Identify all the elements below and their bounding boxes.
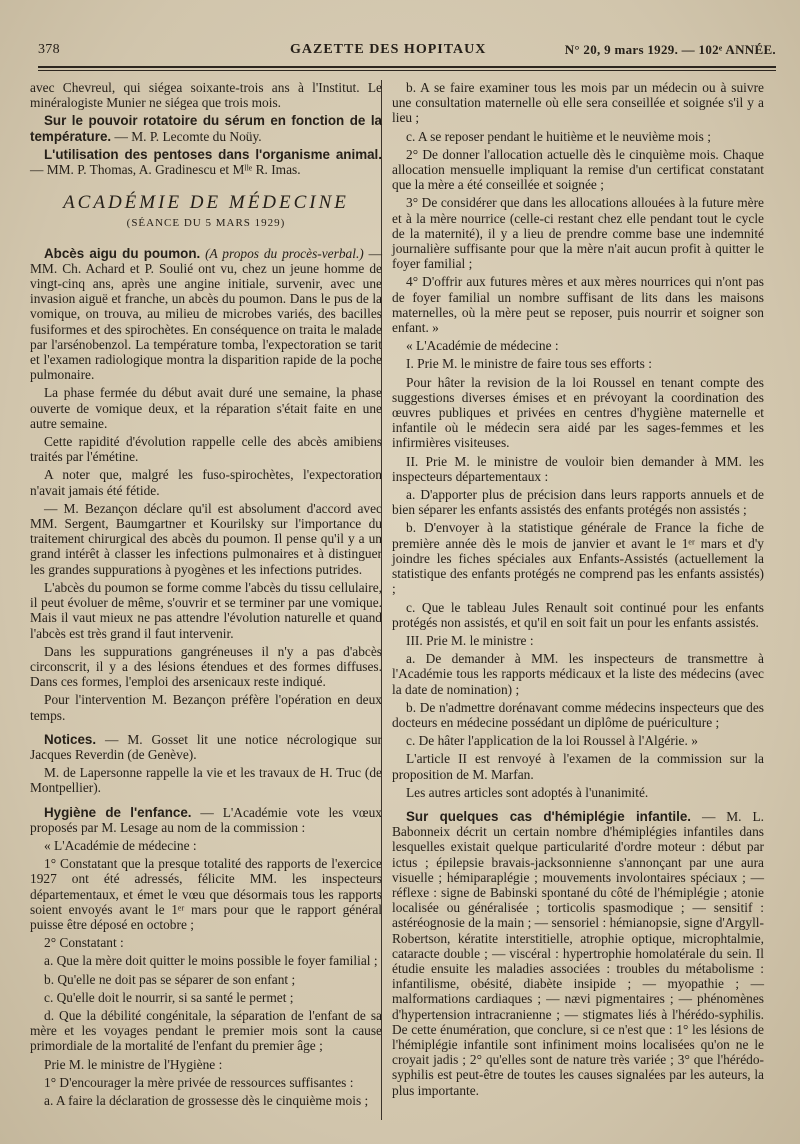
article-notices bbox=[30, 732, 382, 762]
right-column bbox=[392, 80, 764, 1101]
paragraph: c. A se reposer pendant le huitième et le neuvième mois ; bbox=[406, 128, 711, 144]
section-heading: Sur le pouvoir rotatoire du sérum en fonction de la température. bbox=[30, 113, 382, 144]
paragraph-text: — M. Gosset lit une notice nécrologique sur Jacques Reverdin (de Genève). bbox=[30, 731, 382, 762]
paragraph: Dans les suppurations gangréneuses il n'y a pas d'abcès circonscrit, il y a des lésions étendues et des formes diffuses. Dans ces formes, l'emploi des arsenicaux reste indiqué. bbox=[30, 643, 382, 690]
paragraph: c. De hâter l'application de la loi Roussel à l'Algérie. » bbox=[406, 733, 698, 749]
paragraph: Pour hâter la revision de la loi Roussel en tenant compte des suggestions diverses émises et en prévoyant la coordination des œuvres publiques et privées en centres d'hygiène maternelle et infantile où le médecin sera aidé par les sages-femmes et les infirmières visiteuses. bbox=[392, 374, 764, 451]
paragraph: M. de Lapersonne rappelle la vie et les travaux de H. Truc (de Montpellier). bbox=[30, 765, 382, 796]
page-number: 378 bbox=[38, 42, 60, 57]
session-date: (SÉANCE DU 5 MARS 1929) bbox=[126, 217, 286, 230]
issue-info: N° 20, 9 mars 1929. — 102ᵉ ANNÉE. bbox=[564, 42, 776, 57]
subheading: (A propos du procès-verbal.) bbox=[205, 245, 364, 261]
left-column bbox=[30, 80, 382, 1111]
paragraph: « L'Académie de médecine : bbox=[44, 837, 197, 853]
paragraph: Cette rapidité d'évolution rappelle celle des abcès amibiens traités par l'émétine. bbox=[30, 434, 382, 465]
paragraph: La phase fermée du début avait duré une semaine, la phase ouverte de vomique deux, et la réparation s'était faite en une autre semaine. bbox=[30, 385, 382, 431]
paragraph: II. Prie M. le ministre de vouloir bien demander à MM. les inspecteurs départementaux : bbox=[392, 453, 764, 484]
paragraph: 4° D'offrir aux futures mères et aux mères nourrices qui n'ont pas de foyer familial un nombre suffisant de lits dans les maisons maternelles, où la mère peut se reposer, puis nourrir et soigner son enfant. » bbox=[392, 274, 764, 336]
paragraph: 3° De considérer que dans les allocations allouées à la future mère et à la mère nourrice (celle-ci restant chez elle pendant tout le cycle de la maternité), il y a lieu de prendre comme base une indemnité journalière suffisante pour que la mère n'ait aucun profit à quitter le foyer familial ; bbox=[392, 195, 764, 272]
paragraph-text: — M. L. Babonneix décrit un certain nombre d'hémiplégies infantiles dans lesquelles existait quelque particularité d'ordre moteur : début par ictus ; épilepsie bravais-jacksonnienne s'annonçant par une aura visuelle ; hémiparaplégie ; mouvements involontaires spéciaux ; — réflexe : signe de Babinski spontané du côté de l'hémiplégie ; atonie localisée ou généralisée ; torticolis spasmodique ; — sensitif : astéréognosie de la main ; — sensoriel : hémianopsie, signe d'Argyll-Robertson, kératite interstitielle, atrophie optique, microphtalmie, cataracte double ; — viscéral : hypertrophie homolatérale du sein. Il étudie ensuite les maladies associées : troubles du métabolisme : infantilisme, obésité, diabète insipide ; — myopathie ; — malformations cardiaques ; — nævi pigmentaires ; — phénomènes d'hypertension intracranienne ; — stigmates liés à l'hérédo-syphilis. De cette énumération, que conclure, si ce n'est que : 1° les lésions de l'hémiplégie infantile sont infiniment moins localisées qu'on ne le croyait jadis ; 2° qu'elles sont de nature très variée ; 3° que l'hérédo-syphilis est peut-être de toutes les causes signalées par les auteurs, la plus importante. bbox=[392, 808, 764, 1098]
section-heading: Notices. bbox=[44, 731, 97, 747]
paragraph: A noter que, malgré les fuso-spirochètes, l'expectoration n'avait jamais été fétide. bbox=[30, 467, 382, 498]
paragraph: — M. Bezançon déclare qu'il est absolument d'accord avec MM. Sergent, Baumgartner et Kourilsky sur l'importance du traitement chirurgical des abcès du poumon. Il pense qu'il y a un grand intérêt à classer les infections pulmonaires et à distinguer les grandes suppurations à pyogènes et les infections putrides. bbox=[30, 500, 382, 577]
paragraph: 1° D'encourager la mère privée de ressources suffisantes : bbox=[44, 1074, 354, 1090]
section-heading: L'utilisation des pentoses dans l'organisme animal. bbox=[44, 146, 382, 162]
paragraph: a. A faire la déclaration de grossesse dès le cinquième mois ; bbox=[44, 1092, 369, 1108]
section-heading: Abcès aigu du poumon. bbox=[44, 245, 201, 261]
article-hemiplegie bbox=[392, 809, 764, 1098]
paragraph: Les autres articles sont adoptés à l'unanimité. bbox=[406, 784, 649, 800]
authors: — MM. P. Thomas, A. Gradinescu et Mˡˡᵉ R. Imas. bbox=[30, 162, 301, 178]
paragraph: « L'Académie de médecine : bbox=[406, 338, 559, 354]
paragraph: avec Chevreul, qui siégea soixante-trois ans à l'Institut. Le minéralogiste Munier ne siégea que trois mois. bbox=[30, 80, 382, 111]
paragraph: d. Que la débilité congénitale, la séparation de l'enfant de sa mère et les voyages pendant le premier mois sont la cause primordiale de la mortalité de l'enfant du premier âge ; bbox=[30, 1007, 382, 1054]
paragraph: a. De demander à MM. les inspecteurs de transmettre à l'Académie tous les rapports médicaux et la liste des médecins (avec la date de nomination) ; bbox=[392, 651, 764, 697]
paragraph: 2° Constatant : bbox=[44, 935, 124, 951]
paragraph: c. Que le tableau Jules Renault soit continué pour les enfants protégés non assistés, et qu'il en soit fait un pour les enfants assistés. bbox=[392, 599, 764, 630]
paragraph-text: — MM. Ch. Achard et P. Soulié ont vu, chez un jeune homme de vingt-cinq ans, après une angine initiale, survenir, avec une invasion aiguë et franche, un abcès du poumon. Dans le pus de la vomique, on trouva, au milieu de microbes variés, des bacilles fusiformes et des spirochètes. En conséquence on traita le malade par l'arsénobenzol. La température tomba, l'expectoration se tarit et l'examen radiologique montra la disparition rapide de la poche pulmonaire. bbox=[30, 245, 382, 383]
paragraph: 2° De donner l'allocation actuelle dès le cinquième mois. Chaque allocation mensuelle impliquant la remise d'un certificat constatant que la mère a été conseillée et soignée ; bbox=[392, 146, 764, 193]
page-header bbox=[38, 40, 776, 64]
paragraph: L'article II est renvoyé à l'examen de la commission sur la proposition de M. Marfan. bbox=[392, 751, 764, 782]
header-rule bbox=[38, 66, 776, 68]
paragraph: a. D'apporter plus de précision dans leurs rapports annuels et de bien séparer les enfants assistés des enfants protégés non assistés ; bbox=[392, 487, 764, 518]
paragraph: b. Qu'elle ne doit pas se séparer de son enfant ; bbox=[44, 971, 296, 987]
paragraph: c. Qu'elle doit le nourrir, si sa santé le permet ; bbox=[44, 989, 294, 1005]
paragraph: b. D'envoyer à la statistique générale de France la fiche de première année dès le mois de janvier et avant le 1ᵉʳ mars et d'y joindre les fiches spéciales aux Enfants-Assistés (actuellement la statistique des enfants protégés ne comprend pas les enfants assistés) ; bbox=[392, 520, 764, 597]
paragraph: b. De n'admettre dorénavant comme médecins inspecteurs que des docteurs en médecine possédant un diplôme de puériculture ; bbox=[392, 699, 764, 730]
paragraph: 1° Constatant que la presque totalité des rapports de l'exercice 1927 ont été adressés, félicite MM. les inspecteurs départementaux, et émet le vœu que désormais tous les rapports soient envoyés avant le 1ᵉʳ mars pour que le rapport général puisse être déposé en octobre ; bbox=[30, 856, 382, 932]
academy-title: ACADÉMIE DE MÉDECINE bbox=[63, 192, 349, 214]
paragraph: a. Que la mère doit quitter le moins possible le foyer familial ; bbox=[44, 953, 378, 969]
section-heading: Sur quelques cas d'hémiplégie infantile. bbox=[406, 808, 692, 824]
article-hygiene bbox=[30, 805, 382, 835]
communication bbox=[30, 147, 382, 177]
paragraph: Prie M. le ministre de l'Hygiène : bbox=[44, 1056, 223, 1072]
article-abces bbox=[30, 246, 382, 383]
paragraph: Pour l'intervention M. Bezançon préfère l'opération en deux temps. bbox=[30, 692, 382, 723]
paragraph-text: — L'Académie vote les vœux proposés par M. Lesage au nom de la commission : bbox=[30, 804, 382, 835]
paragraph: L'abcès du poumon se forme comme l'abcès du tissu cellulaire, il peut évoluer de même, s'ouvrir et se terminer par une vomique. Mais il vaut mieux ne pas attendre l'évolution naturelle et quand l'abcès est très grand il faut intervenir. bbox=[30, 579, 382, 641]
journal-title: GAZETTE DES HOPITAUX bbox=[290, 42, 487, 57]
paragraph: III. Prie M. le ministre : bbox=[406, 632, 534, 648]
paragraph: I. Prie M. le ministre de faire tous ses efforts : bbox=[406, 356, 652, 372]
paragraph: b. A se faire examiner tous les mois par un médecin ou à suivre une consultation maternelle où elle sera conseillée et soignée s'il y a lieu ; bbox=[392, 80, 764, 126]
communication bbox=[30, 113, 382, 143]
header-rule-thin bbox=[38, 70, 776, 71]
section-heading: Hygiène de l'enfance. bbox=[44, 804, 192, 820]
authors: — M. P. Lecomte du Noüy. bbox=[114, 128, 262, 144]
